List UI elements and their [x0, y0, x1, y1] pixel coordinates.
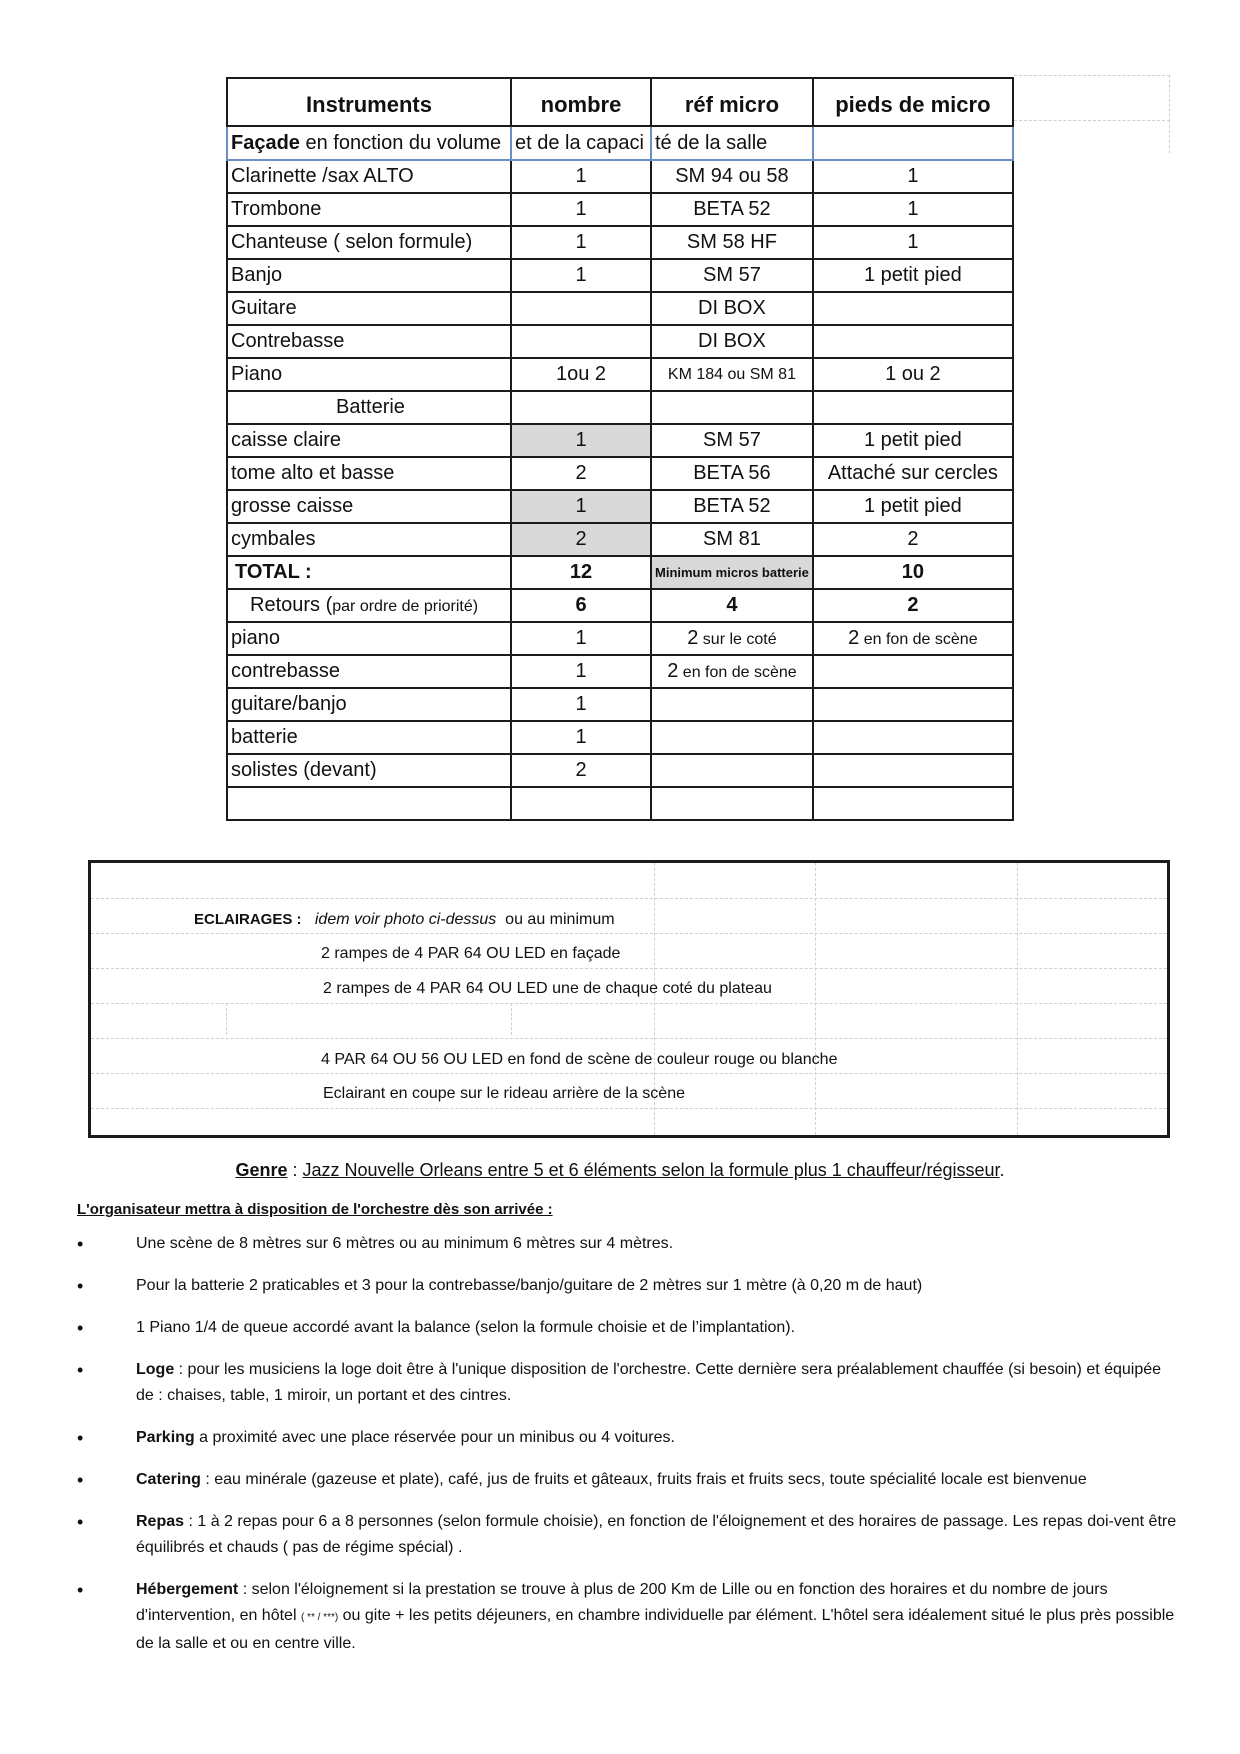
table-row [227, 754, 1013, 787]
header-ref-micro: réf micro [651, 78, 813, 126]
item-text: a proximité avec une place réservée pour un minibus ou 4 voitures. [194, 1429, 675, 1446]
nombre-cell [511, 292, 651, 325]
facade-text-1: en fonction du volume [299, 131, 502, 154]
instrument-cell: Guitare [227, 292, 511, 325]
bullet: • [77, 1360, 84, 1380]
eclairages-label: ECLAIRAGES : [194, 911, 302, 928]
item-text: Une scène de 8 mètres sur 6 mètres ou au minimum 6 mètres sur 4 mètres. [136, 1235, 674, 1252]
micro-cell-text: en fon de scène [678, 664, 797, 681]
facade-label: Façade [231, 131, 300, 154]
total-nombre: 12 [511, 556, 651, 589]
item-text: : 1 à 2 repas pour 6 a 8 personnes (selon formule choisie), en fonction de l'éloignement et des horaires de passage. Les repas doi-vent être équilibrés et chauds ( pas de régime spécial) . [136, 1513, 1177, 1556]
eclairages-line-0 [194, 911, 615, 929]
bullet: • [77, 1276, 84, 1296]
header-pieds-micro: pieds de micro [813, 78, 1013, 126]
eclairages-box [88, 860, 1170, 1138]
retours-label: Retours ( [250, 594, 333, 616]
pieds-cell: 1 [813, 193, 1013, 226]
table-row [227, 358, 1013, 391]
pieds-cell: 1 petit pied [813, 424, 1013, 457]
retours-pieds: 2 [813, 589, 1013, 622]
pieds-cell: Attaché sur cercles [813, 457, 1013, 490]
nombre-cell: 2 [511, 754, 651, 787]
grid-extension [1014, 75, 1170, 121]
pieds-cell-num: 2 [848, 627, 860, 649]
pieds-cell [813, 754, 1013, 787]
micro-cell-text: sur le coté [698, 631, 777, 648]
micro-cell: SM 57 [651, 424, 813, 457]
pieds-cell: 1 petit pied [813, 259, 1013, 292]
total-micro-note: Minimum micros batterie [651, 556, 813, 589]
item-text: : selon l'éloignement si la prestation se trouve à plus de 200 Km de Lille ou en fonction des horaires et du nombre de jours d'intervention, en hôtel [136, 1581, 1108, 1624]
item-label: Hébergement [136, 1581, 239, 1598]
pieds-cell [813, 622, 1013, 655]
pieds-cell [813, 292, 1013, 325]
table-row [227, 655, 1013, 688]
instrument-cell: solistes (devant) [227, 754, 511, 787]
instrument-cell: Piano [227, 358, 511, 391]
micro-cell-num: 2 [667, 660, 679, 682]
pieds-cell: 1 ou 2 [813, 358, 1013, 391]
micro-cell: SM 81 [651, 523, 813, 556]
table-row [227, 424, 1013, 457]
list-item [77, 1273, 1177, 1299]
instrument-cell: batterie [227, 721, 511, 754]
micro-cell [651, 688, 813, 721]
item-text: 1 Piano 1/4 de queue accordé avant la balance (selon la formule choisie et de l’implantation). [136, 1319, 796, 1336]
table-row [227, 226, 1013, 259]
eclairages-after: ou au minimum [505, 911, 615, 928]
pieds-cell: 2 [813, 523, 1013, 556]
retours-micro: 4 [651, 589, 813, 622]
micro-cell: DI BOX [651, 325, 813, 358]
nombre-cell: 1 [511, 424, 651, 457]
requirements-list [77, 1231, 1177, 1673]
bullet: • [77, 1512, 84, 1532]
table-row [227, 259, 1013, 292]
header-nombre: nombre [511, 78, 651, 126]
nombre-cell: 1 [511, 655, 651, 688]
total-label: TOTAL : [227, 556, 511, 589]
list-item-hebergement [77, 1577, 1177, 1657]
bullet: • [77, 1580, 84, 1600]
instrument-cell: Contrebasse [227, 325, 511, 358]
table-row [227, 325, 1013, 358]
item-label: Loge [136, 1361, 175, 1378]
nombre-cell: 1ou 2 [511, 358, 651, 391]
nombre-cell [511, 325, 651, 358]
table-row [227, 622, 1013, 655]
facade-row [227, 126, 1013, 160]
pieds-cell: 1 petit pied [813, 490, 1013, 523]
facade-text-3: té de la salle [655, 131, 768, 154]
genre-label: Genre [235, 1160, 288, 1180]
nombre-cell: 1 [511, 259, 651, 292]
nombre-cell: 1 [511, 622, 651, 655]
micro-cell [651, 721, 813, 754]
instrument-cell: Trombone [227, 193, 511, 226]
nombre-cell: 1 [511, 721, 651, 754]
genre-end: . [999, 1160, 1005, 1180]
facade-text-2: et de la capaci [515, 131, 644, 154]
batterie-label: Batterie [227, 391, 511, 424]
instrument-cell: caisse claire [227, 424, 511, 457]
bullet: • [77, 1318, 84, 1338]
instrument-cell: Chanteuse ( selon formule) [227, 226, 511, 259]
micro-cell: DI BOX [651, 292, 813, 325]
micro-cell [651, 655, 813, 688]
eclairages-line-3: 4 PAR 64 OU 56 OU LED en fond de scène de couleur rouge ou blanche [321, 1051, 838, 1068]
table-row [227, 523, 1013, 556]
genre-sep: : [287, 1160, 303, 1180]
total-pieds: 10 [813, 556, 1013, 589]
table-row [227, 292, 1013, 325]
table-row [227, 721, 1013, 754]
item-label: Repas [136, 1513, 185, 1530]
pieds-cell [813, 721, 1013, 754]
micro-cell: SM 58 HF [651, 226, 813, 259]
organisateur-heading: L'organisateur mettra à disposition de l'orchestre dès son arrivée : [77, 1201, 553, 1218]
instruments-table [226, 77, 1014, 821]
micro-cell: BETA 52 [651, 193, 813, 226]
list-item [77, 1315, 1177, 1341]
item-text: : pour les musiciens la loge doit être à l'unique disposition de l'orchestre. Cette dernière sera préalablement chauffée (si besoin) et équipée de : chaises, table, 1 miroir, un portant et des cintres. [136, 1361, 1162, 1404]
nombre-cell: 1 [511, 160, 651, 193]
instrument-cell: cymbales [227, 523, 511, 556]
table-row [227, 688, 1013, 721]
instrument-cell: Banjo [227, 259, 511, 292]
item-label: Catering [136, 1471, 201, 1488]
instrument-cell: guitare/banjo [227, 688, 511, 721]
grid-extension [1014, 120, 1170, 153]
total-row [227, 556, 1013, 589]
item-text: ou gite + les petits déjeuners, en chambre individuelle par élément. L'hôtel sera idéalement situé le plus près possible de la salle et ou en centre ville. [136, 1607, 1175, 1652]
genre-text: Jazz Nouvelle Orleans entre 5 et 6 éléments selon la formule plus 1 chauffeur/régisseur [302, 1160, 1000, 1180]
pieds-cell: 1 [813, 226, 1013, 259]
bullet: • [77, 1428, 84, 1448]
instrument-cell: piano [227, 622, 511, 655]
micro-cell: BETA 56 [651, 457, 813, 490]
nombre-cell: 1 [511, 226, 651, 259]
retours-row [227, 589, 1013, 622]
list-item [77, 1425, 1177, 1451]
pieds-cell [813, 688, 1013, 721]
instrument-cell: Clarinette /sax ALTO [227, 160, 511, 193]
micro-cell [651, 754, 813, 787]
genre-line [0, 1160, 1240, 1181]
item-text-small: ( ** / ***) [300, 1612, 339, 1623]
micro-cell: SM 57 [651, 259, 813, 292]
micro-cell: BETA 52 [651, 490, 813, 523]
batterie-row [227, 391, 1013, 424]
empty-row [227, 787, 1013, 820]
table-row [227, 490, 1013, 523]
pieds-cell-text: en fon de scène [859, 631, 978, 648]
micro-cell-num: 2 [687, 627, 699, 649]
eclairages-line-2: 2 rampes de 4 PAR 64 OU LED une de chaque coté du plateau [323, 980, 772, 997]
eclairages-italic: idem voir photo ci-dessus [314, 911, 497, 928]
list-item [77, 1231, 1177, 1257]
nombre-cell: 1 [511, 193, 651, 226]
list-item [77, 1509, 1177, 1561]
instrument-cell: contrebasse [227, 655, 511, 688]
pieds-cell [813, 325, 1013, 358]
micro-cell [651, 622, 813, 655]
list-item [77, 1467, 1177, 1493]
nombre-cell: 1 [511, 490, 651, 523]
micro-cell: KM 184 ou SM 81 [651, 358, 813, 391]
pieds-cell: 1 [813, 160, 1013, 193]
eclairages-line-1: 2 rampes de 4 PAR 64 OU LED en façade [321, 945, 621, 962]
bullet: • [77, 1234, 84, 1254]
item-text: : eau minérale (gazeuse et plate), café, jus de fruits et gâteaux, fruits frais et fruits secs, toute spécialité locale est bienvenue [200, 1471, 1087, 1488]
nombre-cell: 2 [511, 523, 651, 556]
retours-label-small: par ordre de priorité) [332, 598, 479, 615]
instrument-cell: tome alto et basse [227, 457, 511, 490]
pieds-cell [813, 655, 1013, 688]
header-instruments: Instruments [227, 78, 511, 126]
table-header-row [227, 78, 1013, 126]
list-item [77, 1357, 1177, 1409]
retours-nombre: 6 [511, 589, 651, 622]
item-text: Pour la batterie 2 praticables et 3 pour la contrebasse/banjo/guitare de 2 mètres sur 1 mètre (à 0,20 m de haut) [136, 1277, 923, 1294]
retours-label-cell [227, 589, 511, 622]
bullet: • [77, 1470, 84, 1490]
instrument-cell: grosse caisse [227, 490, 511, 523]
micro-cell: SM 94 ou 58 [651, 160, 813, 193]
nombre-cell: 2 [511, 457, 651, 490]
table-row [227, 160, 1013, 193]
nombre-cell: 1 [511, 688, 651, 721]
item-label: Parking [136, 1429, 195, 1446]
table-row [227, 457, 1013, 490]
table-row [227, 193, 1013, 226]
eclairages-line-4: Eclairant en coupe sur le rideau arrière de la scène [323, 1085, 685, 1102]
